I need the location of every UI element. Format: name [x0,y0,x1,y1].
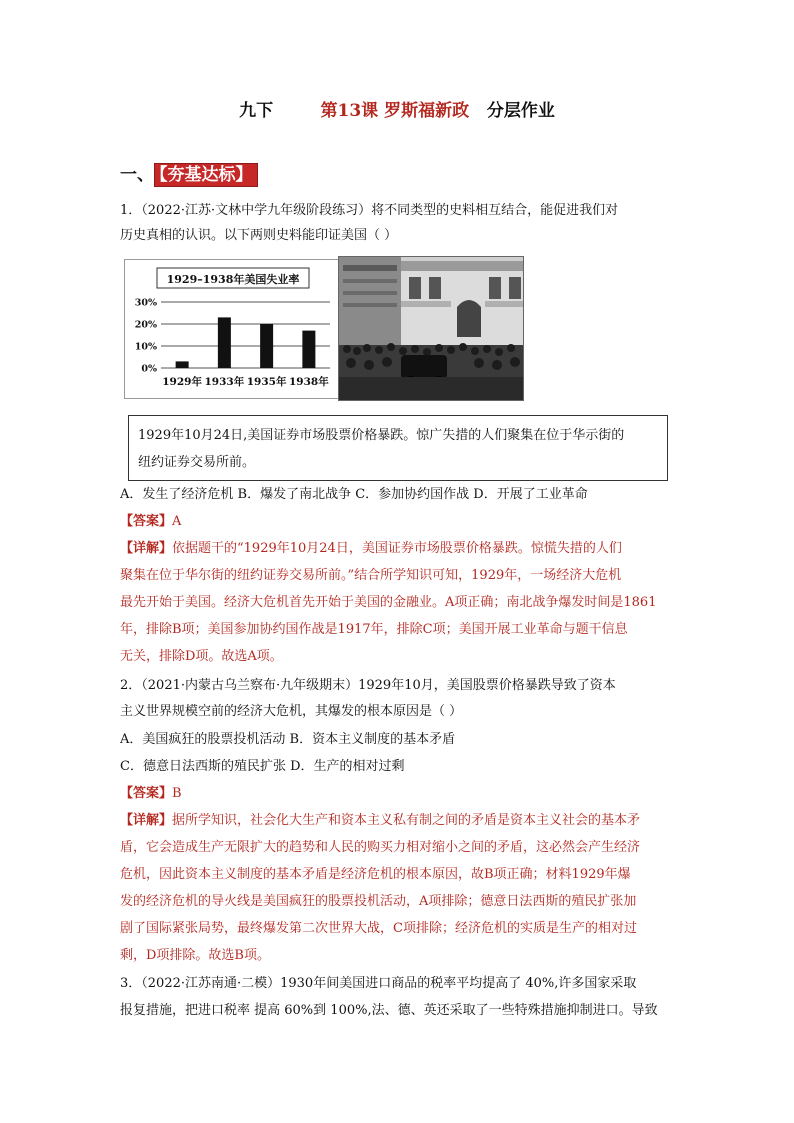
chart-xtick-label: 1938年 [289,376,329,388]
q1-detail-line-2: 聚集在位于华尔街的纽约证券交易所前。”结合所学知识可知，1929年，一场经济大危机 [120,568,622,583]
photo-illustration [339,257,523,400]
q1-answer-label: 【答案】 [120,514,173,529]
chart-bar [218,317,231,368]
source-line-2: 纽约证券交易所前。 [138,455,256,470]
chart-ytick-label: 30% [134,297,157,309]
title-lesson: 第13课 罗斯福新政 [320,101,470,121]
q1-detail-line-3: 最先开始于美国。经济大危机首先开始于美国的金融业。A项正确；南北战争爆发时间是1861 [120,595,657,610]
section-prefix: 一、 [120,165,154,185]
unemployment-chart [124,259,339,399]
historic-crowd-photo [338,256,524,401]
q2-answer [120,782,182,801]
chart-xtick-label: 1933年 [204,376,245,388]
q1-detail-line-5: 无关，排除D项。故选A项。 [120,649,283,664]
q3-line-1: 3．（2022·江苏南通·二模）1930年间美国进口商品的税率平均提高了 40%,许多国家采取 [120,976,637,991]
q1-detail-label: 【详解】 [120,541,173,556]
q1-answer [120,510,181,529]
q2-detail-label: 【详解】 [120,813,173,828]
chart-bar [302,331,315,368]
page-title [0,96,794,121]
section-heading [120,160,258,185]
chart-bar [176,361,189,368]
q1-answer-value: A [172,514,182,529]
q2-detail-line-1: 【详解】据所学知识，社会化大生产和资本主义私有制之间的矛盾是资本主义社会的基本矛 [120,813,641,828]
q3-line-2: 报复措施，把进口税率 提高 60%到 100%,法、德、英还采取了一些特殊措施抑制进口。导致 [120,1003,658,1018]
q2-detail-line-3: 危机，因此资本主义制度的基本矛盾是经济危机的根本原因，故B项正确；材料1929年爆 [120,867,631,882]
q2-answer-label: 【答案】 [120,786,173,801]
section-tag: 【夯基达标】 [154,163,258,187]
source-line-1: 1929年10月24日,美国证券市场股票价格暴跌。惊广失措的人们聚集在位于华示街的 [138,428,625,443]
q2-option-line-2: C．德意日法西斯的殖民扩张 D．生产的相对过剩 [120,759,405,774]
q2-line-2: 主义世界规模空前的经济大危机，其爆发的根本原因是（ ） [120,704,463,719]
q1-options: A．发生了经济危机 B．爆发了南北战争 C．参加协约国作战 D．开展了工业革命 [120,487,588,502]
chart-xtick-label: 1935年 [246,376,287,388]
source-text-box [128,415,668,481]
chart-ytick-label: 20% [134,319,157,331]
q1-detail-line-4: 年，排除B项；美国参加协约国作战是1917年，排除C项；美国开展工业革命与题干信息 [120,622,628,637]
q2-detail-line-2: 盾，它会造成生产无限扩大的趋势和人民的购买力相对缩小之间的矛盾，这必然会产生经济 [120,840,641,855]
chart-xtick-label: 1929年 [162,376,202,388]
q1-line-2: 历史真相的认识。以下两则史料能印证美国（ ） [120,228,398,243]
q2-line-1: 2．（2021·内蒙古乌兰察布·九年级期末）1929年10月，美国股票价格暴跌导致了资本 [120,678,616,693]
chart-ytick-label: 0% [141,363,157,375]
q2-detail-line-4: 发的经济危机的导火线是美国疯狂的股票投机活动，A项排除；德意日法西斯的殖民扩张加 [120,894,637,909]
q1-detail-line-1: 【详解】依据题干的“1929年10月24日，美国证券市场股票价格暴跌。惊慌失措的人们 [120,541,622,556]
q1-line-1: 1．（2022·江苏·文林中学九年级阶段练习）将不同类型的史料相互结合，能促进我们对 [120,203,619,218]
chart-svg [125,260,338,398]
chart-bar [260,324,273,368]
q2-detail-line-6: 剩，D项排除。故选B项。 [120,948,270,963]
q2-option-line-1: A．美国疯狂的股票投机活动 B．资本主义制度的基本矛盾 [120,732,456,747]
title-type: 分层作业 [486,101,555,121]
q2-detail-line-5: 剧了国际紧张局势，最终爆发第二次世界大战，C项排除；经济危机的实质是生产的相对过 [120,921,637,936]
title-grade: 九下 [239,101,274,121]
q2-answer-value: B [172,786,182,801]
chart-title: 1929–1938年美国失业率 [166,273,300,286]
chart-ytick-label: 10% [134,341,157,353]
